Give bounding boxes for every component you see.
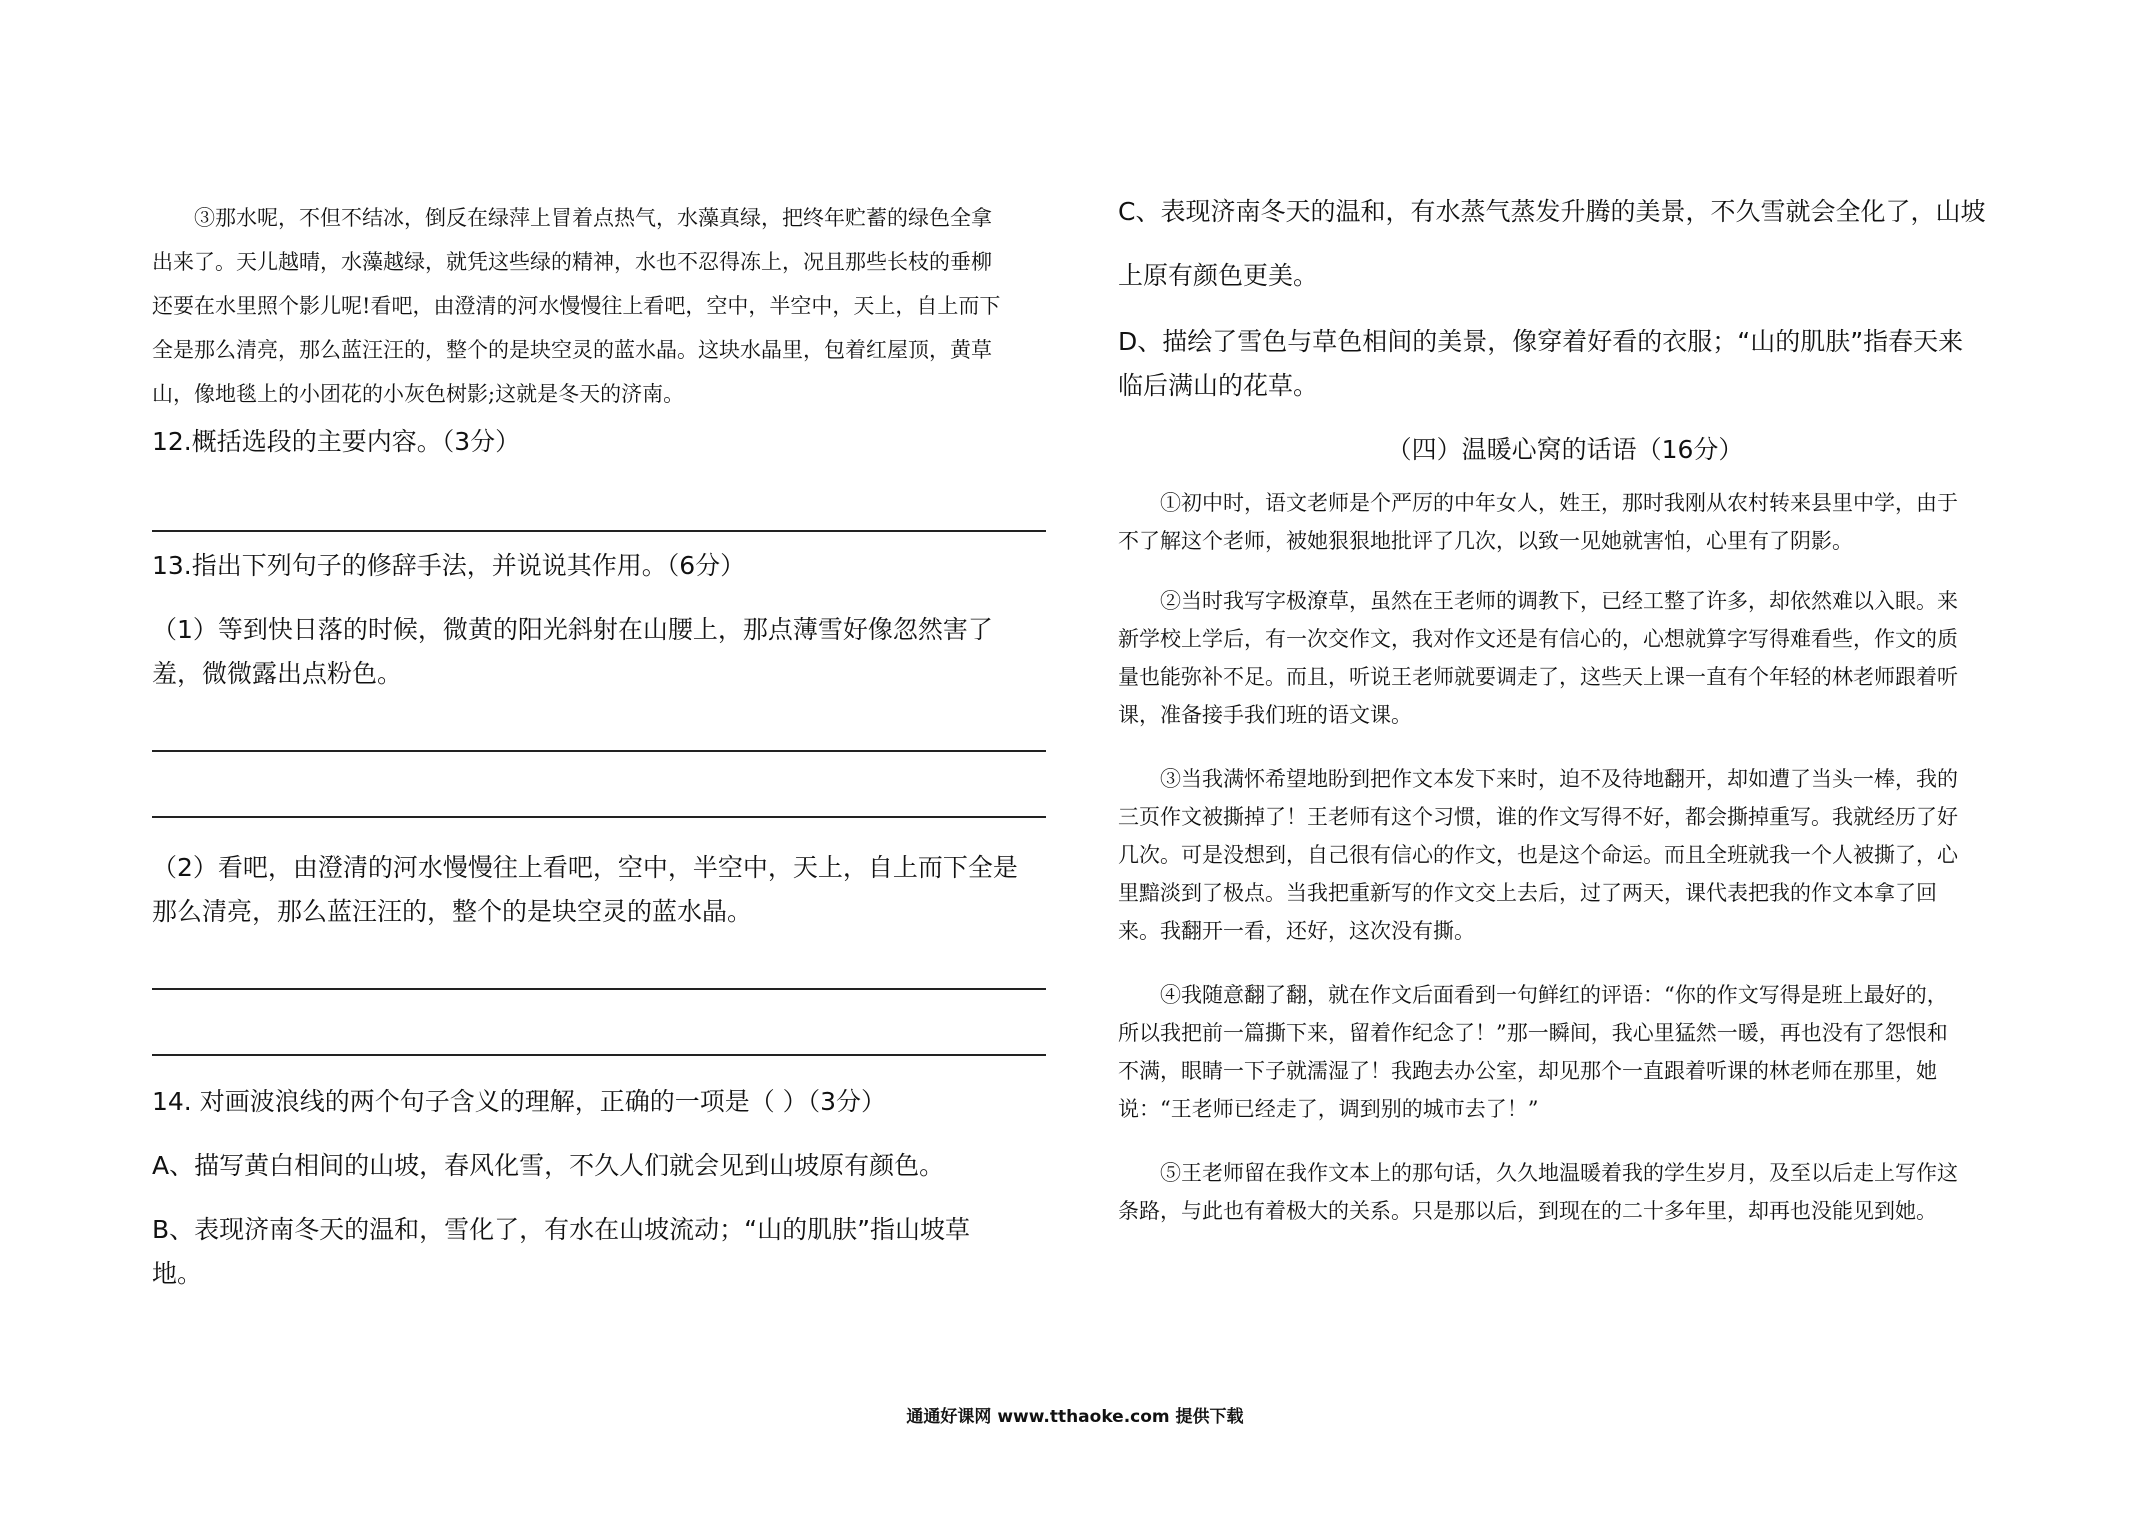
question-13-1: （1）等到快日落的时候，微黄的阳光斜射在山腰上，那点薄雪好像忽然害了 bbox=[152, 615, 993, 644]
answer-line[interactable] bbox=[152, 816, 1046, 818]
story-paragraph-5 bbox=[1118, 1154, 2012, 1230]
story-line: ②当时我写字极潦草，虽然在王老师的调教下，已经工整了许多，却依然难以入眼。来 bbox=[1160, 589, 1958, 613]
story-line: 里黯淡到了极点。当我把重新写的作文交上去后，过了两天，课代表把我的作文本拿了回 bbox=[1118, 881, 1937, 905]
passage-line: 山，像地毯上的小团花的小灰色树影;这就是冬天的济南。 bbox=[152, 382, 685, 406]
option-a: A、描写黄白相间的山坡，春风化雪，不久人们就会见到山坡原有颜色。 bbox=[152, 1151, 945, 1180]
option-b: B、表现济南冬天的温和，雪化了，有水在山坡流动；“山的肌肤”指山坡草 bbox=[152, 1215, 971, 1244]
passage-3 bbox=[152, 196, 1044, 416]
story-line: ④我随意翻了翻，就在作文后面看到一句鲜红的评语：“你的作文写得是班上最好的， bbox=[1160, 983, 1948, 1007]
story-line: 三页作文被撕掉了！王老师有这个习惯，谁的作文写得不好，都会撕掉重写。我就经历了好 bbox=[1118, 805, 1958, 829]
story-line: 来。我翻开一看，还好，这次没有撕。 bbox=[1118, 919, 1475, 943]
right-column bbox=[1118, 190, 2012, 1230]
passage-line: 出来了。天儿越晴，水藻越绿，就凭这些绿的精神，水也不忍得冻上，况且那些长枝的垂柳 bbox=[152, 250, 992, 274]
story-line: 量也能弥补不足。而且，听说王老师就要调走了，这些天上课一直有个年轻的林老师跟着听 bbox=[1118, 665, 1958, 689]
story-line: ⑤王老师留在我作文本上的那句话，久久地温暖着我的学生岁月，及至以后走上写作这 bbox=[1160, 1161, 1958, 1185]
question-13-2-cont: 那么清亮，那么蓝汪汪的，整个的是块空灵的蓝水晶。 bbox=[152, 897, 753, 926]
story-line: ①初中时，语文老师是个严厉的中年女人，姓王，那时我刚从农村转来县里中学，由于 bbox=[1160, 491, 1958, 515]
story-line: 课，准备接手我们班的语文课。 bbox=[1118, 703, 1412, 727]
story-paragraph-2 bbox=[1118, 582, 2012, 734]
answer-line[interactable] bbox=[152, 1054, 1046, 1056]
story-line: 不了解这个老师，被她狠狠地批评了几次，以致一见她就害怕，心里有了阴影。 bbox=[1118, 529, 1853, 553]
story-line: 新学校上学后，有一次交作文，我对作文还是有信心的，心想就算字写得难看些，作文的质 bbox=[1118, 627, 1958, 651]
story-line: 几次。可是没想到，自己很有信心的作文，也是这个命运。而且全班就我一个人被撕了，心 bbox=[1118, 843, 1958, 867]
question-14: 14. 对画波浪线的两个句子含义的理解，正确的一项是（ ）（3分） bbox=[152, 1087, 887, 1116]
section-title: （四）温暖心窝的话语（16分） bbox=[1386, 435, 1744, 464]
story-line: 不满，眼睛一下子就濡湿了！我跑去办公室，却见那个一直跟着听课的林老师在那里，她 bbox=[1118, 1059, 1937, 1083]
left-column bbox=[152, 196, 1044, 1296]
story-line: 说：“王老师已经走了，调到别的城市去了！” bbox=[1118, 1097, 1539, 1121]
passage-line: 全是那么清亮，那么蓝汪汪的，整个的是块空灵的蓝水晶。这块水晶里，包着红屋顶，黄草 bbox=[152, 338, 992, 362]
answer-line[interactable] bbox=[152, 530, 1046, 532]
question-13-2: （2）看吧，由澄清的河水慢慢往上看吧，空中，半空中，天上，自上而下全是 bbox=[152, 853, 1018, 882]
story-paragraph-1 bbox=[1118, 484, 2012, 560]
story-line: 所以我把前一篇撕下来，留着作纪念了！”那一瞬间，我心里猛然一暖，再也没有了怨恨和 bbox=[1118, 1021, 1948, 1045]
question-12: 12.概括选段的主要内容。（3分） bbox=[152, 427, 521, 456]
question-13-1-cont: 羞，微微露出点粉色。 bbox=[152, 659, 403, 688]
story-line: ③当我满怀希望地盼到把作文本发下来时，迫不及待地翻开，却如遭了当头一棒，我的 bbox=[1160, 767, 1958, 791]
passage-line: 还要在水里照个影儿呢!看吧，由澄清的河水慢慢往上看吧，空中，半空中，天上，自上而下 bbox=[152, 294, 1001, 318]
option-d-cont: 临后满山的花草。 bbox=[1118, 371, 1319, 400]
option-c: C、表现济南冬天的温和，有水蒸气蒸发升腾的美景，不久雪就会全化了，山坡 bbox=[1118, 197, 1986, 226]
option-b-cont: 地。 bbox=[152, 1259, 203, 1288]
option-d: D、描绘了雪色与草色相间的美景，像穿着好看的衣服；“山的肌肤”指春天来 bbox=[1118, 327, 1964, 356]
story-paragraph-3 bbox=[1118, 760, 2012, 950]
option-c-cont: 上原有颜色更美。 bbox=[1118, 261, 1319, 290]
question-13: 13.指出下列句子的修辞手法，并说说其作用。（6分） bbox=[152, 551, 746, 580]
footer-credit: 通通好课网 www.tthaoke.com 提供下载 bbox=[906, 1407, 1244, 1427]
passage-line: ③那水呢，不但不结冰，倒反在绿萍上冒着点热气，水藻真绿，把终年贮蓄的绿色全拿 bbox=[194, 206, 992, 230]
story-paragraph-4 bbox=[1118, 976, 2012, 1128]
story-line: 条路，与此也有着极大的关系。只是那以后，到现在的二十多年里，却再也没能见到她。 bbox=[1118, 1199, 1937, 1223]
